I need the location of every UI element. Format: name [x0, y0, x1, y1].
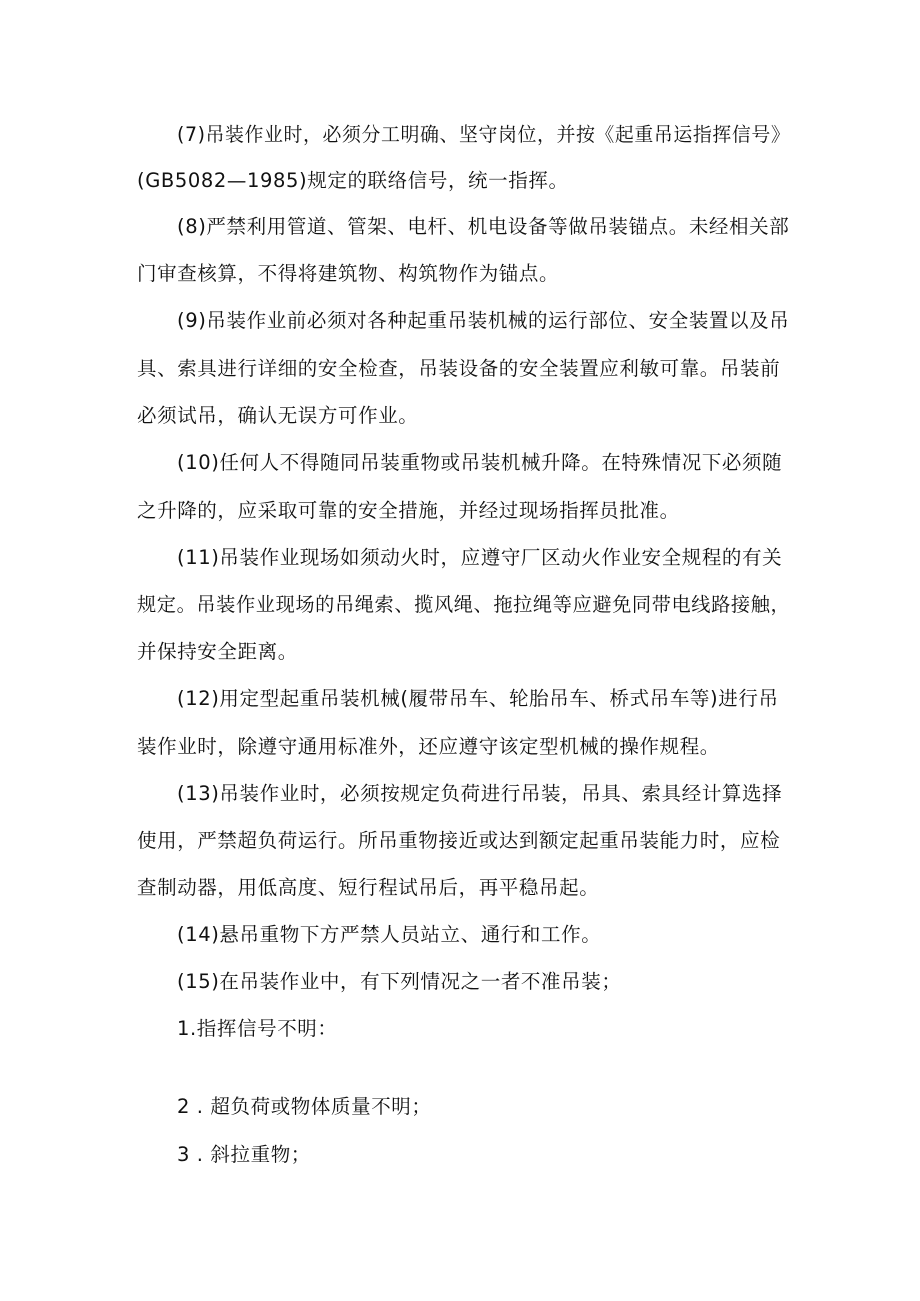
paragraph-8-line-1: (8)严禁利用管道、管架、电杆、机电设备等做吊装锚点。未经相关部 [177, 215, 790, 238]
paragraph-12-line-1: (12)用定型起重吊装机械(履带吊车、轮胎吊车、桥式吊车等)进行吊 [177, 687, 779, 710]
paragraph-10-line-1: (10)任何人不得随同吊装重物或吊装机械升降。在特殊情况下必须随 [177, 451, 783, 474]
paragraph-7-line-1: (7)吊装作业时，必须分工明确、坚守岗位，并按《起重吊运指挥信号》 [177, 123, 791, 146]
paragraph-7-line-2: (GB5082—1985)规定的联络信号，统一指挥。 [137, 169, 569, 192]
paragraph-15-line-1: (15)在吊装作业中，有下列情况之一者不准吊装； [177, 970, 622, 993]
paragraph-13-line-2: 使用，严禁超负荷运行。所吊重物接近或达到额定起重吊装能力时，应检 [137, 829, 781, 852]
list-item-2: 2 . 超负荷或物体质量不明； [177, 1095, 432, 1118]
paragraph-9-line-3: 必须试吊，确认无误方可作业。 [137, 404, 419, 427]
list-item-3: 3 . 斜拉重物； [177, 1143, 311, 1166]
paragraph-12-line-2: 装作业时，除遵守通用标准外，还应遵守该定型机械的操作规程。 [137, 735, 720, 758]
paragraph-13-line-1: (13)吊装作业时，必须按规定负荷进行吊装，吊具、索具经计算选择 [177, 782, 783, 805]
paragraph-10-line-2: 之升降的，应采取可靠的安全措施，并经过现场指挥员批准。 [137, 499, 680, 522]
paragraph-14-line-1: (14)悬吊重物下方严禁人员站立、通行和工作。 [177, 923, 602, 946]
paragraph-9-line-1: (9)吊装作业前必须对各种起重吊装机械的运行部位、安全装置以及吊 [177, 309, 790, 332]
paragraph-11-line-3: 并保持安全距离。 [137, 640, 298, 663]
paragraph-11-line-1: (11)吊装作业现场如须动火时，应遵守厂区动火作业安全规程的有关 [177, 546, 783, 569]
list-item-1: 1.指挥信号不明： [177, 1017, 338, 1040]
paragraph-13-line-3: 查制动器，用低高度、短行程试吊后，再平稳吊起。 [137, 876, 600, 899]
paragraph-11-line-2: 规定。吊装作业现场的吊绳索、揽风绳、拖拉绳等应避免同带电线路接触， [137, 593, 791, 616]
paragraph-8-line-2: 门审查核算，不得将建筑物、构筑物作为锚点。 [137, 262, 560, 285]
paragraph-9-line-2: 具、索具进行详细的安全检查，吊装设备的安全装置应利敏可靠。吊装前 [137, 357, 781, 380]
